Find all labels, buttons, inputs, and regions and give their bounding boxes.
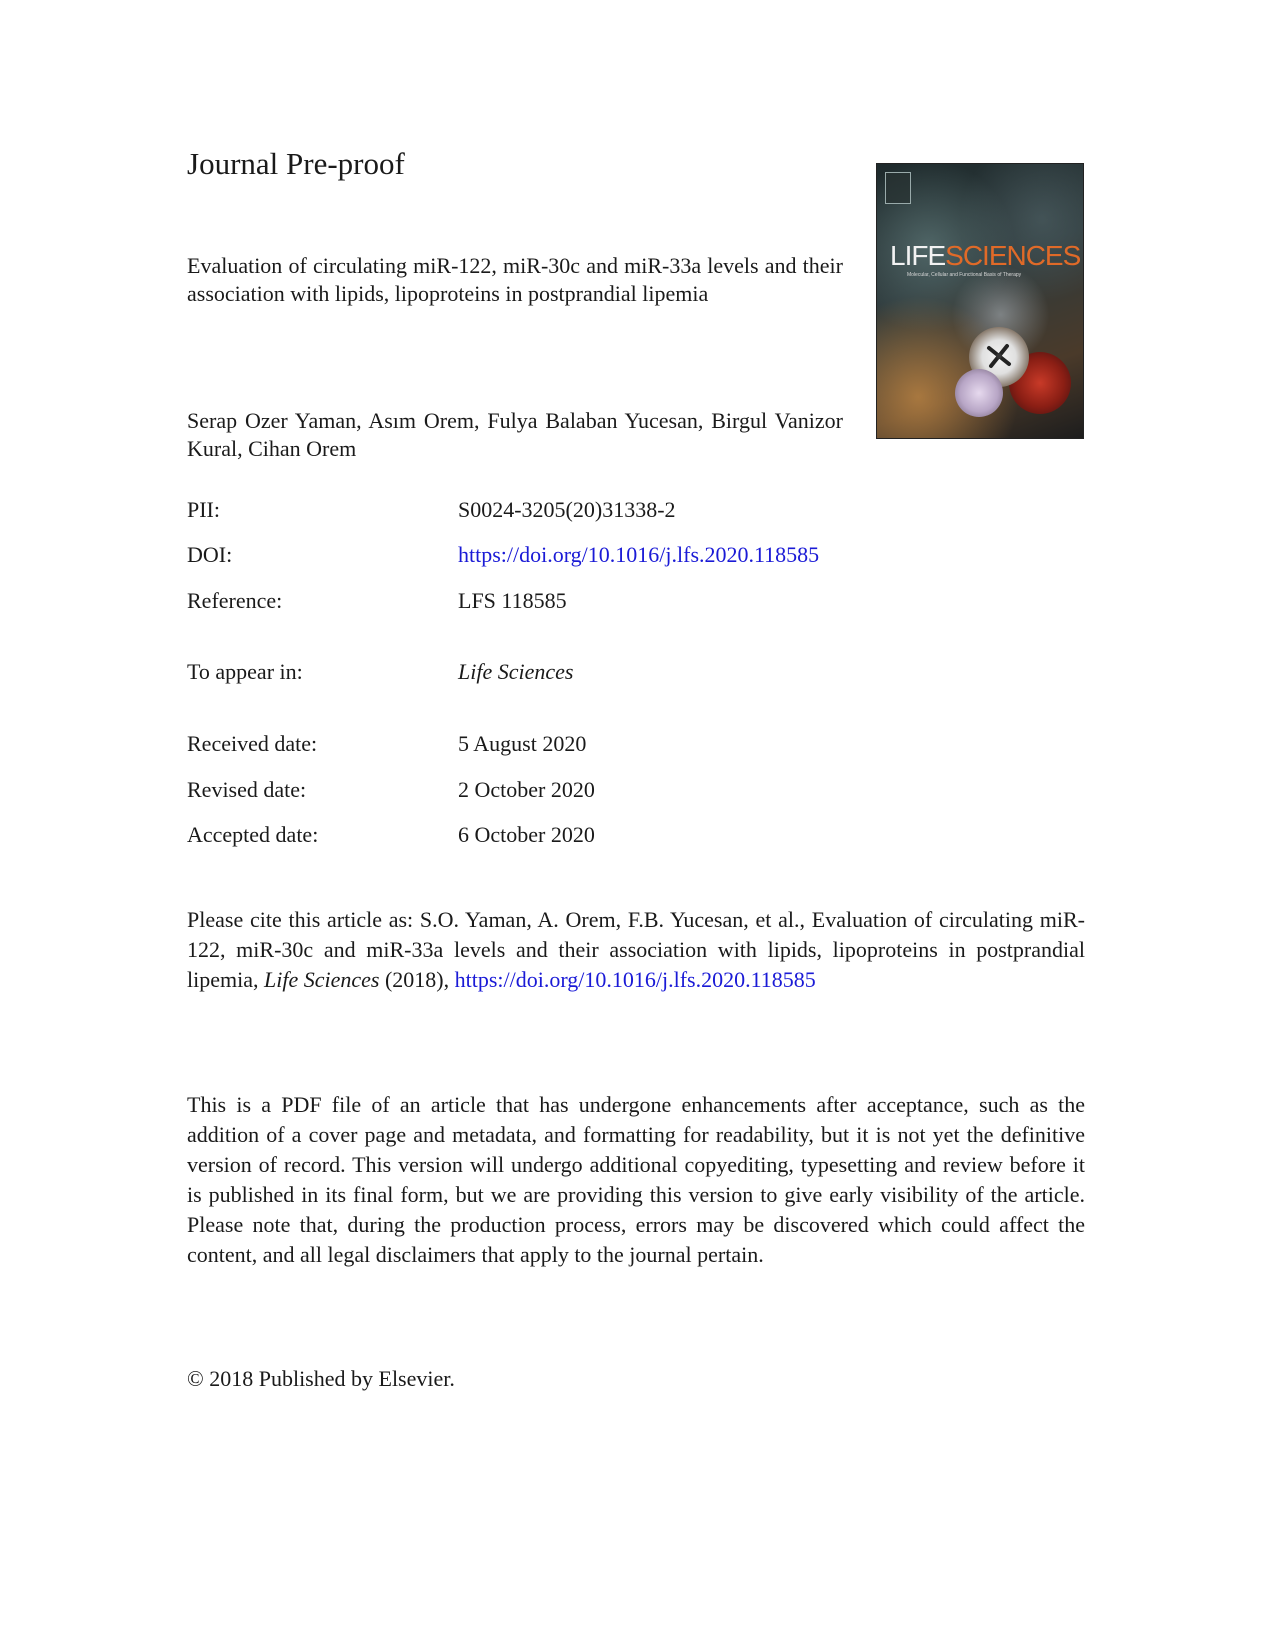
doi-label: DOI: xyxy=(187,542,233,567)
reference-label: Reference: xyxy=(187,588,283,613)
copyright-notice: © 2018 Published by Elsevier. xyxy=(187,1366,455,1391)
molecule-icon xyxy=(985,342,1013,370)
citation-doi-link[interactable]: https://doi.org/10.1016/j.lfs.2020.118585 xyxy=(454,967,816,992)
citation-text: Please cite this article as: S.O. Yaman, A. Orem, F.B. Yucesan, et al., Evaluation of circulating miR-122, miR-30c and miR-33a levels and their association with lipids, lipoproteins in postprandial lipemia, xyxy=(187,907,1085,992)
pii-label: PII: xyxy=(187,497,220,522)
revised-value: 2 October 2020 xyxy=(458,777,595,802)
author-list: Serap Ozer Yaman, Asım Orem, Fulya Balaban Yucesan, Birgul Vanizor Kural, Cihan Orem xyxy=(187,408,843,461)
cover-subtitle: Molecular, Cellular and Functional Basis of Therapy xyxy=(907,272,1022,278)
reference-value: LFS 118585 xyxy=(458,588,567,613)
received-value: 5 August 2020 xyxy=(458,731,587,756)
received-label: Received date: xyxy=(187,731,318,756)
citation-journal: Life Sciences xyxy=(263,967,380,992)
citation-paragraph xyxy=(187,905,1085,995)
revised-label: Revised date: xyxy=(187,777,307,802)
accepted-label: Accepted date: xyxy=(187,822,319,847)
appear-value: Life Sciences xyxy=(458,659,574,684)
journal-cover-image xyxy=(876,163,1084,439)
doi-link[interactable]: https://doi.org/10.1016/j.lfs.2020.118585 xyxy=(458,542,820,567)
appear-label: To appear in: xyxy=(187,659,303,684)
elsevier-logo-icon xyxy=(885,172,911,204)
cover-title-part-b: SCIENCES xyxy=(945,240,1081,271)
disclaimer-paragraph: This is a PDF file of an article that has undergone enhancements after acceptance, such as the addition of a cover page and metadata, and formatting for readability, but it is not yet the definitive version of record. This version will undergo additional copyediting, typesetting and review before it is published in its final form, but we are providing this version to give early visibility of the article. Please note that, during the production process, errors may be discovered which could affect the content, and all legal disclaimers that apply to the journal pertain. xyxy=(187,1092,1085,1267)
article-title: Evaluation of circulating miR-122, miR-30c and miR-33a levels and their association with lipids, lipoproteins in postprandial lipemia xyxy=(187,253,843,306)
cover-title xyxy=(890,242,1080,270)
page-header: Journal Pre-proof xyxy=(187,146,405,181)
purple-cell-icon xyxy=(955,369,1003,417)
pii-value: S0024-3205(20)31338-2 xyxy=(458,497,676,522)
accepted-value: 6 October 2020 xyxy=(458,822,595,847)
citation-year: (2018), xyxy=(379,967,455,992)
cover-title-part-a: LIFE xyxy=(890,240,946,271)
